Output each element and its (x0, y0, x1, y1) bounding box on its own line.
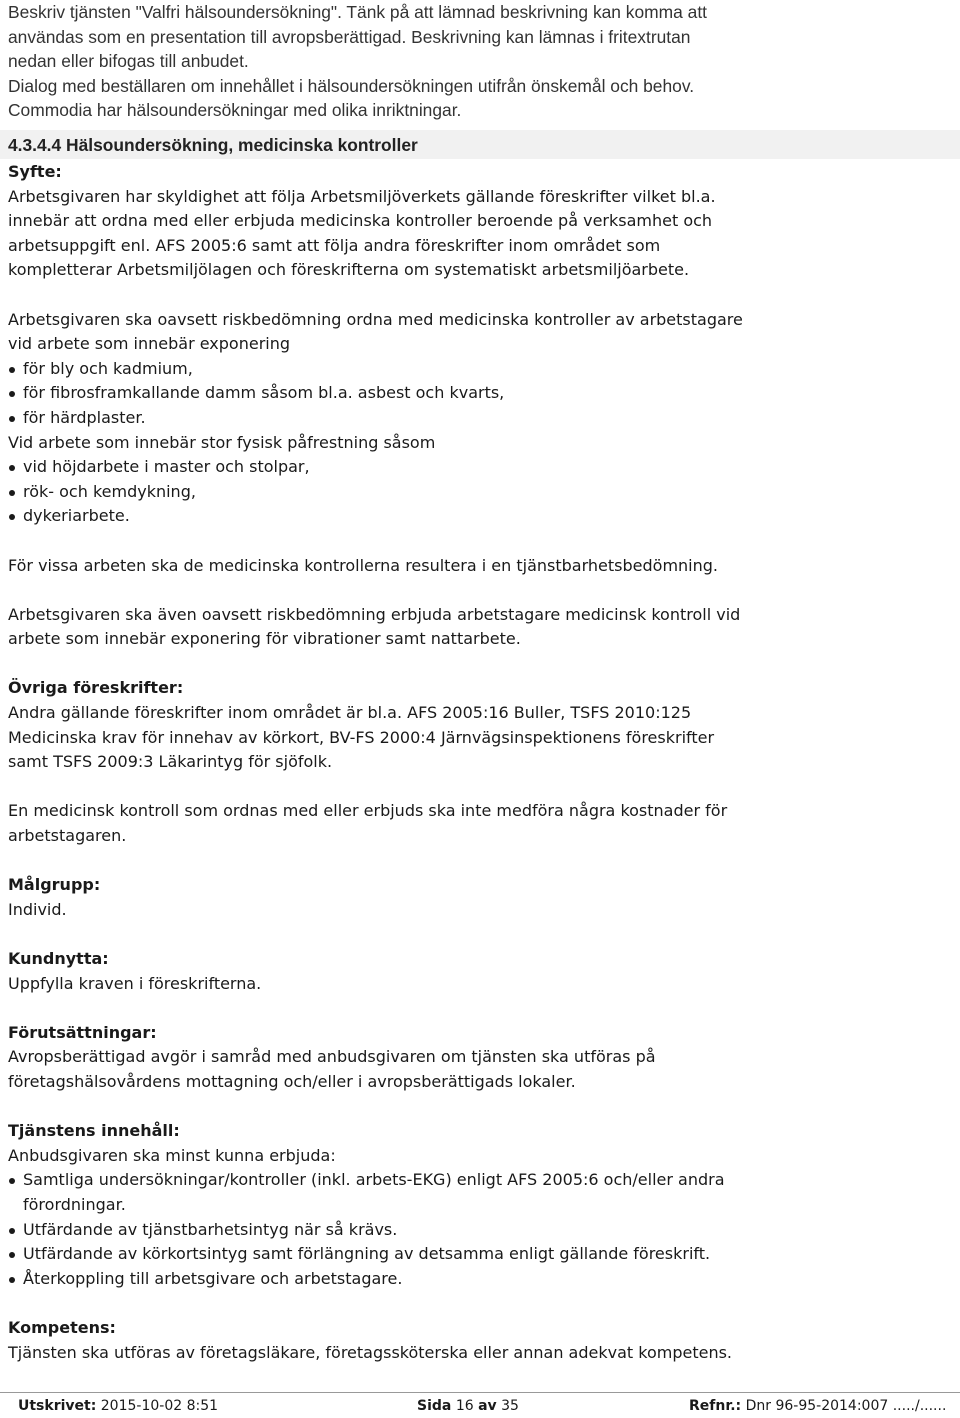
kundnytta-heading: Kundnytta: (8, 949, 109, 968)
kompetens-heading: Kompetens: (8, 1317, 116, 1337)
list-item: Utfärdande av tjänstbarhetsintyg när så krävs. (8, 1218, 953, 1243)
ref-value: Dnr 96-95-2014:007 ...../...... (741, 1398, 947, 1414)
ovriga-heading: Övriga föreskrifter: (8, 678, 184, 698)
printed-label: Utskrivet: (18, 1398, 97, 1414)
fitness-line: För vissa arbeten ska de medicinska kontrollerna resultera i en tjänstbarhetsbedömning. (8, 555, 718, 575)
malgrupp-heading: Målgrupp: (8, 875, 101, 895)
innehall-intro: Anbudsgivaren ska minst kunna erbjuda: (8, 1145, 336, 1165)
intro-text (8, 0, 953, 123)
list-item: för fibrosframkallande damm såsom bl.a. asbest och kvarts, (8, 381, 953, 406)
spacer (8, 996, 953, 1021)
ovriga-line: Medicinska krav för innehav av körkort, BV-FS 2000:4 Järnvägsinspektionens föreskrifter (8, 727, 715, 747)
spacer (8, 652, 953, 677)
page-number: 16 (455, 1398, 474, 1414)
list-item: Samtliga undersökningar/kontroller (inkl. arbets-EKG) enligt AFS 2005:6 och/eller andra förordningar. (8, 1168, 953, 1217)
syfte-line: kompletterar Arbetsmiljölagen och föreskrifterna om systematiskt arbetsmiljöarbete. (8, 260, 690, 280)
page-footer (0, 1392, 960, 1415)
costs-line: arbetstagaren. (8, 826, 127, 846)
spacer (8, 529, 953, 554)
spacer (8, 283, 953, 308)
footer-rule (0, 1392, 960, 1393)
spacer (8, 1095, 953, 1120)
intro-line: användas som en presentation till avropsberättigad. Beskrivning kan lämnas i fritextrutan (8, 26, 691, 47)
exposure-list (8, 357, 953, 431)
spacer (8, 775, 953, 800)
innehall-heading: Tjänstens innehåll: (8, 1121, 180, 1141)
list-item: Utfärdande av körkortsintyg samt förlängning av detsamma enligt gällande föreskrift. (8, 1242, 953, 1267)
vibration-line: arbete som innebär exponering för vibrationer samt nattarbete. (8, 629, 521, 649)
page-label: Sida (417, 1398, 452, 1414)
forutsattningar-line: Avropsberättigad avgör i samråd med anbudsgivaren om tjänsten ska utföras på (8, 1047, 656, 1067)
ref-label: Refnr.: (689, 1398, 742, 1414)
malgrupp-text: Individ. (8, 899, 67, 919)
section-body (8, 160, 953, 1365)
kompetens-text: Tjänsten ska utföras av företagsläkare, företagssköterska eller annan adekvat kompetens. (8, 1342, 732, 1362)
exposure-line: vid arbete som innebär exponering (8, 334, 291, 354)
syfte-line: Arbetsgivaren har skyldighet att följa Arbetsmiljöverkets gällande föreskrifter vilket bl.a. (8, 186, 716, 206)
forutsattningar-line: företagshälsovårdens mottagning och/eller i avropsberättigads lokaler. (8, 1071, 576, 1091)
printed-value: 2015-10-02 8:51 (96, 1398, 219, 1414)
costs-line: En medicinsk kontroll som ordnas med eller erbjuds ska inte medföra några kostnader för (8, 801, 728, 821)
kundnytta-text: Uppfylla kraven i föreskrifterna. (8, 973, 262, 993)
spacer (8, 849, 953, 874)
strain-list (8, 455, 953, 529)
spacer (8, 578, 953, 603)
page-of-label: av (478, 1398, 497, 1414)
ovriga-line: samt TSFS 2009:3 Läkarintyg för sjöfolk. (8, 752, 333, 772)
intro-line: Beskriv tjänsten "Valfri hälsoundersökning". Tänk på att lämnad beskrivning kan komma att (8, 2, 707, 22)
spacer (8, 1291, 953, 1316)
ovriga-line: Andra gällande föreskrifter inom området är bl.a. AFS 2005:16 Buller, TSFS 2010:125 (8, 703, 692, 723)
section-title: 4.3.4.4 Hälsoundersökning, medicinska kontroller (8, 135, 418, 155)
page-total: 35 (501, 1398, 519, 1414)
list-item: för bly och kadmium, (8, 357, 953, 382)
list-item: dykeriarbete. (8, 504, 953, 529)
syfte-line: innebär att ordna med eller erbjuda medicinska kontroller beroende på verksamhet och (8, 211, 713, 231)
exposure-line: Arbetsgivaren ska oavsett riskbedömning ordna med medicinska kontroller av arbetstagare (8, 309, 743, 329)
vibration-line: Arbetsgivaren ska även oavsett riskbedömning erbjuda arbetstagare medicinsk kontroll vid (8, 604, 741, 624)
syfte-line: arbetsuppgift enl. AFS 2005:6 samt att följa andra föreskrifter inom området som (8, 235, 661, 255)
spacer (8, 922, 953, 947)
intro-line: Commodia har hälsoundersökningar med olika inriktningar. (8, 100, 462, 120)
intro-line: Dialog med beställaren om innehållet i hälsoundersökningen utifrån önskemål och behov. (8, 75, 695, 96)
intro-line: nedan eller bifogas till anbudet. (8, 51, 249, 71)
list-item: vid höjdarbete i master och stolpar, (8, 455, 953, 480)
forutsattningar-heading: Förutsättningar: (8, 1022, 157, 1042)
list-item: Återkoppling till arbetsgivare och arbetstagare. (8, 1267, 953, 1292)
list-item: rök- och kemdykning, (8, 480, 953, 505)
innehall-list (8, 1168, 953, 1291)
syfte-heading: Syfte: (8, 162, 62, 181)
strain-line: Vid arbete som innebär stor fysisk påfrestning såsom (8, 432, 436, 452)
list-item: för härdplaster. (8, 406, 953, 431)
